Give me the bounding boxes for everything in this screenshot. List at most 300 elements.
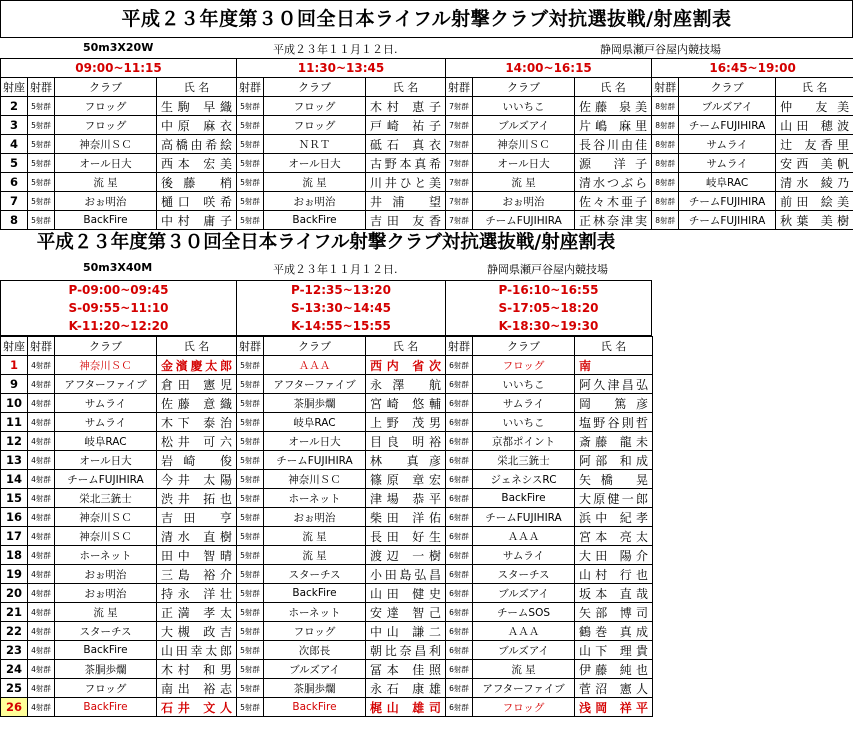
shooter-name: 渡辺 一樹 xyxy=(366,546,446,565)
club-name: BackFire xyxy=(55,641,157,660)
time-slot-group xyxy=(237,281,446,335)
header-row xyxy=(1,337,653,356)
shooter-name: 梶山 雄司 xyxy=(366,698,446,717)
table-row xyxy=(1,679,653,698)
shooter-name: 清水 直樹 xyxy=(157,527,237,546)
club-name: スターチス xyxy=(264,565,366,584)
shooter-name: 松井 可六 xyxy=(157,432,237,451)
shooting-group: 5射群 xyxy=(237,135,264,154)
shooter-name: 片嶋 麻里 xyxy=(575,116,652,135)
shooting-group: 5射群 xyxy=(237,97,264,116)
club-name: ジェネシスRC xyxy=(473,470,575,489)
club-name: 神奈川ＳＣ xyxy=(55,135,157,154)
shooting-group: 4射群 xyxy=(28,394,55,413)
header-club: クラブ xyxy=(473,78,575,97)
shooting-group: 8射群 xyxy=(652,135,679,154)
shooting-group: 4射群 xyxy=(28,641,55,660)
table-row xyxy=(1,660,653,679)
lane-number: 1 xyxy=(1,356,28,375)
header-name: 氏 名 xyxy=(157,78,237,97)
table-row xyxy=(1,603,653,622)
shooter-name: 佐々木亜子 xyxy=(575,192,652,211)
shooter-name: 坂本 直哉 xyxy=(575,584,653,603)
club-name: スターチス xyxy=(473,565,575,584)
shooter-name: 中山 謙二 xyxy=(366,622,446,641)
club-name: おぉ明治 xyxy=(264,192,366,211)
time-slot-row xyxy=(1,59,853,78)
shooter-name: 山田 穂波 xyxy=(776,116,853,135)
time-slot-group xyxy=(1,281,237,335)
shooting-group: 6射群 xyxy=(446,413,473,432)
shooting-group: 6射群 xyxy=(446,451,473,470)
club-name: いいちこ xyxy=(473,413,575,432)
club-name: フロッグ xyxy=(55,116,157,135)
shooter-name: 金濱慶太郎 xyxy=(157,356,237,375)
club-name: 神奈川ＳＣ xyxy=(473,135,575,154)
club-name: ＡＡＡ xyxy=(264,356,366,375)
club-name: サムライ xyxy=(473,546,575,565)
shooter-name: 正満 孝太 xyxy=(157,603,237,622)
shooting-group: 8射群 xyxy=(652,211,679,230)
shooting-group: 5射群 xyxy=(237,546,264,565)
table-row xyxy=(1,565,653,584)
shooting-group: 7射群 xyxy=(446,192,473,211)
time-slot-kneeling: K-14:55~15:55 xyxy=(291,319,391,333)
lane-number: 6 xyxy=(1,173,28,192)
shooter-name: 大原健一郎 xyxy=(575,489,653,508)
shooter-name: 宮崎 悠輔 xyxy=(366,394,446,413)
shooting-group: 5射群 xyxy=(237,192,264,211)
shooter-name: 源 洋子 xyxy=(575,154,652,173)
club-name: おぉ明治 xyxy=(55,584,157,603)
shooter-name: 岩崎 俊 xyxy=(157,451,237,470)
club-name: 茶胴歩爛 xyxy=(264,679,366,698)
time-slot-kneeling: K-11:20~12:20 xyxy=(68,319,169,333)
shooting-group: 7射群 xyxy=(446,116,473,135)
header-group: 射群 xyxy=(446,78,473,97)
shooter-name: 木村 和男 xyxy=(157,660,237,679)
shooting-group: 7射群 xyxy=(446,211,473,230)
header-group: 射群 xyxy=(446,337,473,356)
shooter-name: 矢部 博司 xyxy=(575,603,653,622)
shooting-group: 5射群 xyxy=(237,679,264,698)
club-name: 神奈川ＳＣ xyxy=(264,470,366,489)
shooter-name: 清水 綾乃 xyxy=(776,173,853,192)
shooter-name: 砥石 真衣 xyxy=(366,135,446,154)
club-name: チームFUJIHIRA xyxy=(679,116,776,135)
lane-number: 11 xyxy=(1,413,28,432)
club-name: 神奈川ＳＣ xyxy=(55,527,157,546)
club-name: BackFire xyxy=(55,698,157,717)
club-name: スターチス xyxy=(55,622,157,641)
shooting-group: 6射群 xyxy=(446,603,473,622)
time-slot-standing: S-09:55~11:10 xyxy=(68,301,169,315)
table-row xyxy=(1,211,853,230)
shooting-group: 5射群 xyxy=(28,135,55,154)
shooter-name: 長田 好生 xyxy=(366,527,446,546)
club-name: ホーネット xyxy=(264,603,366,622)
shooter-name: 永石 康雄 xyxy=(366,679,446,698)
shooter-name: 山田 健史 xyxy=(366,584,446,603)
club-name: チームFUJIHIRA xyxy=(55,470,157,489)
club-name: おぉ明治 xyxy=(55,565,157,584)
club-name: チームFUJIHIRA xyxy=(679,192,776,211)
shooter-name: 塩野谷則哲 xyxy=(575,413,653,432)
shooter-name: 吉田 亨 xyxy=(157,508,237,527)
shooter-name: 柴田 洋佑 xyxy=(366,508,446,527)
shooting-group: 6射群 xyxy=(446,356,473,375)
header-name: 氏 名 xyxy=(575,78,652,97)
club-name: 茶胴歩爛 xyxy=(55,660,157,679)
shooting-group: 6射群 xyxy=(446,546,473,565)
shooter-name: 辻 友香里 xyxy=(776,135,853,154)
table-row xyxy=(1,698,653,717)
shooting-group: 5射群 xyxy=(237,173,264,192)
shooter-name: 岡 篤彦 xyxy=(575,394,653,413)
shooting-group: 4射群 xyxy=(28,432,55,451)
shooter-name: 菅沼 憲人 xyxy=(575,679,653,698)
shooting-group: 5射群 xyxy=(237,470,264,489)
time-slot-kneeling: K-18:30~19:30 xyxy=(498,319,599,333)
header-name: 氏 名 xyxy=(366,78,446,97)
date-label: 平成２３年１１月１２日. xyxy=(273,43,398,56)
shooter-name: 南出 裕志 xyxy=(157,679,237,698)
time-slot: 11:30~13:45 xyxy=(237,59,446,78)
shooter-name: 中村 庸子 xyxy=(157,211,237,230)
shooter-name: 今井 太陽 xyxy=(157,470,237,489)
shooter-name: 木下 泰治 xyxy=(157,413,237,432)
venue-label: 静岡県瀬戸谷屋内競技場 xyxy=(600,43,721,56)
club-name: アフターファイブ xyxy=(55,375,157,394)
shooter-name: 後藤 梢 xyxy=(157,173,237,192)
club-name: チームSOS xyxy=(473,603,575,622)
club-name: 流 星 xyxy=(473,173,575,192)
club-name: オール日大 xyxy=(264,154,366,173)
lane-number: 20 xyxy=(1,584,28,603)
club-name: フロッグ xyxy=(264,622,366,641)
shooter-name: 林 真彦 xyxy=(366,451,446,470)
shooter-name: 西本 宏美 xyxy=(157,154,237,173)
document-title-2: 平成２３年度第３０回全日本ライフル射撃クラブ対抗選抜戦/射座割表 xyxy=(36,232,616,253)
shooter-name: 浅岡 祥平 xyxy=(575,698,653,717)
club-name: 次郎長 xyxy=(264,641,366,660)
header-club: クラブ xyxy=(264,337,366,356)
document-title: 平成２３年度第３０回全日本ライフル射撃クラブ対抗選抜戦/射座割表 xyxy=(0,0,853,38)
header-club: クラブ xyxy=(679,78,776,97)
shooting-group: 5射群 xyxy=(237,508,264,527)
club-name: フロッグ xyxy=(264,116,366,135)
club-name: 神奈川ＳＣ xyxy=(55,508,157,527)
club-name: ホーネット xyxy=(55,546,157,565)
time-slot: 09:00~11:15 xyxy=(1,59,237,78)
shooting-group: 7射群 xyxy=(446,173,473,192)
club-name: いいちこ xyxy=(473,97,575,116)
shooting-group: 5射群 xyxy=(237,489,264,508)
header-lane: 射座 xyxy=(1,78,28,97)
lane-number: 10 xyxy=(1,394,28,413)
lane-number: 9 xyxy=(1,375,28,394)
shooting-group: 4射群 xyxy=(28,679,55,698)
shooting-group: 8射群 xyxy=(652,192,679,211)
shooter-name: 戸崎 祐子 xyxy=(366,116,446,135)
shooting-group: 5射群 xyxy=(237,527,264,546)
shooter-name: 大槻 政吉 xyxy=(157,622,237,641)
table-row xyxy=(1,97,853,116)
shooter-name: 高橋由希絵 xyxy=(157,135,237,154)
shooter-name: 田中 智晴 xyxy=(157,546,237,565)
shooting-group: 4射群 xyxy=(28,451,55,470)
club-name: チームFUJIHIRA xyxy=(679,211,776,230)
shooter-name: 西内 省次 xyxy=(366,356,446,375)
shooter-name: 樋口 咲希 xyxy=(157,192,237,211)
time-slot-group xyxy=(446,281,651,335)
time-slot-prone: P-12:35~13:20 xyxy=(290,283,391,297)
shooting-group: 5射群 xyxy=(237,584,264,603)
shooter-name: 矢橋 晃 xyxy=(575,470,653,489)
table-row xyxy=(1,135,853,154)
header-name: 氏 名 xyxy=(157,337,237,356)
lane-number: 21 xyxy=(1,603,28,622)
club-name: サムライ xyxy=(473,394,575,413)
time-slot: 14:00~16:15 xyxy=(446,59,652,78)
shooting-group: 4射群 xyxy=(28,508,55,527)
shooting-group: 5射群 xyxy=(237,660,264,679)
shooting-group: 5射群 xyxy=(28,173,55,192)
club-name: BackFire xyxy=(55,211,157,230)
club-name: ＡＡＡ xyxy=(473,622,575,641)
shooting-group: 8射群 xyxy=(652,173,679,192)
shooting-group: 5射群 xyxy=(237,432,264,451)
club-name: フロッグ xyxy=(473,356,575,375)
table-row xyxy=(1,413,653,432)
table-row xyxy=(1,375,653,394)
shooter-name: 秋葉 美樹 xyxy=(776,211,853,230)
club-name: サムライ xyxy=(55,413,157,432)
header-name: 氏 名 xyxy=(366,337,446,356)
club-name: オール日大 xyxy=(55,451,157,470)
table-row xyxy=(1,546,653,565)
table-row xyxy=(1,173,853,192)
lane-number: 15 xyxy=(1,489,28,508)
shooting-group: 8射群 xyxy=(652,154,679,173)
shooter-name: 山村 行也 xyxy=(575,565,653,584)
club-name: オール日大 xyxy=(55,154,157,173)
venue-label: 静岡県瀬戸谷屋内競技場 xyxy=(487,263,608,276)
shooting-group: 6射群 xyxy=(446,375,473,394)
time-slot-block xyxy=(0,280,652,336)
club-name: サムライ xyxy=(679,154,776,173)
shooting-group: 5射群 xyxy=(237,698,264,717)
club-name: フロッグ xyxy=(55,97,157,116)
lane-number: 4 xyxy=(1,135,28,154)
shooter-name: 吉田 友香 xyxy=(366,211,446,230)
header-lane: 射座 xyxy=(1,337,28,356)
table-row xyxy=(1,508,653,527)
shooting-group: 5射群 xyxy=(28,97,55,116)
table-row xyxy=(1,489,653,508)
shooter-name: 古野本真希 xyxy=(366,154,446,173)
lane-number: 8 xyxy=(1,211,28,230)
shooting-group: 4射群 xyxy=(28,413,55,432)
club-name: チームFUJIHIRA xyxy=(264,451,366,470)
shooting-group: 5射群 xyxy=(237,622,264,641)
shooting-group: 4射群 xyxy=(28,470,55,489)
shooting-group: 6射群 xyxy=(446,470,473,489)
shooting-group: 4射群 xyxy=(28,375,55,394)
shooting-group: 8射群 xyxy=(652,116,679,135)
shooter-name: 井浦 望 xyxy=(366,192,446,211)
time-slot-standing: S-13:30~14:45 xyxy=(290,301,392,315)
club-name: 流 星 xyxy=(55,603,157,622)
time-slot-standing: S-17:05~18:20 xyxy=(498,301,599,315)
club-name: 栄北三銃士 xyxy=(55,489,157,508)
table-row xyxy=(1,356,653,375)
shooting-group: 4射群 xyxy=(28,622,55,641)
shooting-group: 5射群 xyxy=(237,356,264,375)
table-row xyxy=(1,432,653,451)
club-name: 流 星 xyxy=(473,660,575,679)
shooter-name: 安西 美帆 xyxy=(776,154,853,173)
shooter-name: 前田 絵美 xyxy=(776,192,853,211)
shooting-group: 6射群 xyxy=(446,508,473,527)
shooting-group: 4射群 xyxy=(28,527,55,546)
club-name: おぉ明治 xyxy=(55,192,157,211)
lane-number: 3 xyxy=(1,116,28,135)
club-name: 流 星 xyxy=(264,527,366,546)
subtitle-row xyxy=(0,38,853,58)
shooter-name: 大田 陽介 xyxy=(575,546,653,565)
shooter-name: 阿部 和成 xyxy=(575,451,653,470)
shooter-name: 伊藤 純也 xyxy=(575,660,653,679)
time-slot: 16:45~19:00 xyxy=(652,59,853,78)
shooting-group: 5射群 xyxy=(237,375,264,394)
shooting-group: 6射群 xyxy=(446,641,473,660)
header-name: 氏 名 xyxy=(776,78,853,97)
header-group: 射群 xyxy=(652,78,679,97)
shooting-group: 6射群 xyxy=(446,622,473,641)
table-row xyxy=(1,470,653,489)
lane-number: 19 xyxy=(1,565,28,584)
club-name: ＮＲＴ xyxy=(264,135,366,154)
shooting-group: 4射群 xyxy=(28,603,55,622)
club-name: 岐阜RAC xyxy=(264,413,366,432)
lane-table-women xyxy=(0,58,853,230)
lane-number: 22 xyxy=(1,622,28,641)
lane-number: 24 xyxy=(1,660,28,679)
shooter-name: 小田島弘昌 xyxy=(366,565,446,584)
lane-number: 12 xyxy=(1,432,28,451)
shooting-group: 5射群 xyxy=(237,211,264,230)
club-name: ホーネット xyxy=(264,489,366,508)
event-label: 50m3X40M xyxy=(83,261,153,274)
shooter-name: 鶴巻 真成 xyxy=(575,622,653,641)
shooter-name: 斎藤 龍未 xyxy=(575,432,653,451)
club-name: BackFire xyxy=(473,489,575,508)
club-name: 流 星 xyxy=(264,546,366,565)
shooter-name: 阿久津昌弘 xyxy=(575,375,653,394)
time-slot-prone: P-16:10~16:55 xyxy=(498,283,599,297)
shooter-name: 宮本 亮太 xyxy=(575,527,653,546)
table-row xyxy=(1,116,853,135)
club-name: サムライ xyxy=(679,135,776,154)
shooting-group: 6射群 xyxy=(446,660,473,679)
shooter-name: 仲 友美 xyxy=(776,97,853,116)
shooting-group: 6射群 xyxy=(446,679,473,698)
shooter-name: 清水つぶら xyxy=(575,173,652,192)
shooting-group: 6射群 xyxy=(446,432,473,451)
club-name: サムライ xyxy=(55,394,157,413)
shooting-group: 6射群 xyxy=(446,527,473,546)
shooting-group: 5射群 xyxy=(28,154,55,173)
shooter-name: 安達 智己 xyxy=(366,603,446,622)
shooting-group: 5射群 xyxy=(237,154,264,173)
club-name: オール日大 xyxy=(264,432,366,451)
date-label: 平成２３年１１月１２日. xyxy=(273,263,398,276)
time-slot-prone: P-09:00~09:45 xyxy=(68,283,169,297)
club-name: 岐阜RAC xyxy=(679,173,776,192)
shooting-group: 5射群 xyxy=(237,413,264,432)
club-name: フロッグ xyxy=(473,698,575,717)
shooting-group: 5射群 xyxy=(28,211,55,230)
club-name: いいちこ xyxy=(473,375,575,394)
table-row xyxy=(1,641,653,660)
shooter-name: 永澤 航 xyxy=(366,375,446,394)
club-name: 流 星 xyxy=(264,173,366,192)
subtitle-row-2 xyxy=(0,258,652,278)
event-label: 50m3X20W xyxy=(83,41,154,54)
shooting-group: 4射群 xyxy=(28,356,55,375)
lane-number: 18 xyxy=(1,546,28,565)
header-club: クラブ xyxy=(473,337,575,356)
shooter-name: 朝比奈昌利 xyxy=(366,641,446,660)
club-name: ＡＡＡ xyxy=(473,527,575,546)
shooting-group: 5射群 xyxy=(237,603,264,622)
header-row xyxy=(1,78,853,97)
shooter-name: 篠原 章宏 xyxy=(366,470,446,489)
club-name: おぉ明治 xyxy=(473,192,575,211)
club-name: ブルズアイ xyxy=(679,97,776,116)
shooting-group: 5射群 xyxy=(28,192,55,211)
lane-number: 23 xyxy=(1,641,28,660)
shooting-group: 5射群 xyxy=(237,641,264,660)
club-name: アフターファイブ xyxy=(473,679,575,698)
header-group: 射群 xyxy=(28,78,55,97)
shooter-name: 渋井 拓也 xyxy=(157,489,237,508)
shooter-name: 浜中 紀孝 xyxy=(575,508,653,527)
club-name: 神奈川ＳＣ xyxy=(55,356,157,375)
shooter-name: 長谷川由佳 xyxy=(575,135,652,154)
shooter-name: 持永 洋壮 xyxy=(157,584,237,603)
table-row xyxy=(1,584,653,603)
lane-number: 13 xyxy=(1,451,28,470)
club-name: フロッグ xyxy=(264,97,366,116)
shooting-group: 4射群 xyxy=(28,565,55,584)
club-name: ブルズアイ xyxy=(473,116,575,135)
shooter-name: 佐藤 意織 xyxy=(157,394,237,413)
club-name: BackFire xyxy=(264,698,366,717)
lane-number: 5 xyxy=(1,154,28,173)
table-row xyxy=(1,394,653,413)
shooting-group: 6射群 xyxy=(446,584,473,603)
shooter-name: 津場 恭平 xyxy=(366,489,446,508)
club-name: 京都ポイント xyxy=(473,432,575,451)
shooter-name: 中原 麻衣 xyxy=(157,116,237,135)
shooter-name: 川井ひと美 xyxy=(366,173,446,192)
club-name: アフターファイブ xyxy=(264,375,366,394)
shooter-name: 生駒 早織 xyxy=(157,97,237,116)
club-name: おぉ明治 xyxy=(264,508,366,527)
lane-number: 16 xyxy=(1,508,28,527)
